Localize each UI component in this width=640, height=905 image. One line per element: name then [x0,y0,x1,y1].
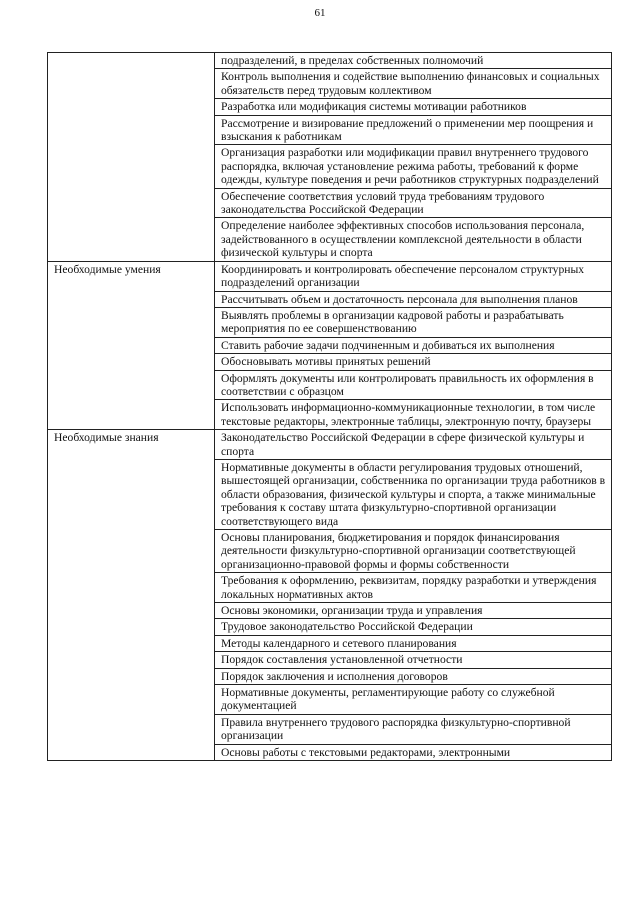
requirement-item: Контроль выполнения и содействие выполнению финансовых и социальных обязательств перед трудовым коллективом [215,69,612,99]
specification-table-body [48,53,612,761]
section-label [48,53,215,262]
requirement-item: Основы работы с текстовыми редакторами, электронными [215,744,612,760]
requirement-item: Выявлять проблемы в организации кадровой работы и разрабатывать мероприятия по ее совершенствованию [215,307,612,337]
requirement-item: Методы календарного и сетевого планирования [215,635,612,651]
section-label: Необходимые знания [48,430,215,761]
table-row [48,261,612,291]
requirement-item: Требования к оформлению, реквизитам, порядку разработки и утверждения локальных нормативных актов [215,573,612,603]
requirement-item: Основы экономики, организации труда и управления [215,603,612,619]
requirement-item: Координировать и контролировать обеспечение персоналом структурных подразделений организации [215,261,612,291]
requirement-item: Разработка или модификация системы мотивации работников [215,99,612,115]
requirement-item: Нормативные документы в области регулирования трудовых отношений, вышестоящей организации, собственника по организации труда работников в области образования, физической культуры и спорта, а также минимальные требования к составу штата физкультурно-спортивной организации соответствующего вида [215,459,612,529]
requirement-item: Рассмотрение и визирование предложений о применении мер поощрения и взыскания к работникам [215,115,612,145]
requirement-item: Организация разработки или модификации правил внутреннего трудового распорядка, включая установление режима работы, требований к форме одежды, культуре поведения и речи работников структурных подразделений [215,145,612,188]
requirement-item: Основы планирования, бюджетирования и порядок финансирования деятельности физкультурно-спортивной организации соответствующей организационно-правовой формы и формы собственности [215,530,612,573]
requirement-item: Обеспечение соответствия условий труда требованиям трудового законодательства Российской Федерации [215,188,612,218]
requirement-item: подразделений, в пределах собственных полномочий [215,53,612,69]
table-row [48,430,612,460]
requirement-item: Рассчитывать объем и достаточность персонала для выполнения планов [215,291,612,307]
requirement-item: Обосновывать мотивы принятых решений [215,354,612,370]
requirement-item: Трудовое законодательство Российской Федерации [215,619,612,635]
requirement-item: Нормативные документы, регламентирующие работу со служебной документацией [215,685,612,715]
requirement-item: Ставить рабочие задачи подчиненным и добиваться их выполнения [215,337,612,353]
requirement-item: Порядок составления установленной отчетности [215,652,612,668]
requirement-item: Использовать информационно-коммуникационные технологии, в том числе текстовые редакторы, электронные таблицы, электронную почту, браузеры [215,400,612,430]
requirement-item: Оформлять документы или контролировать правильность их оформления в соответствии с образцом [215,370,612,400]
specification-table [47,52,612,761]
section-label: Необходимые умения [48,261,215,429]
table-row [48,53,612,69]
page-number: 61 [314,7,326,19]
requirement-item: Определение наиболее эффективных способов использования персонала, задействованного в осуществлении комплексной деятельности в области физической культуры и спорта [215,218,612,261]
requirement-item: Законодательство Российской Федерации в сфере физической культуры и спорта [215,430,612,460]
requirement-item: Правила внутреннего трудового распорядка физкультурно-спортивной организации [215,714,612,744]
requirement-item: Порядок заключения и исполнения договоров [215,668,612,684]
